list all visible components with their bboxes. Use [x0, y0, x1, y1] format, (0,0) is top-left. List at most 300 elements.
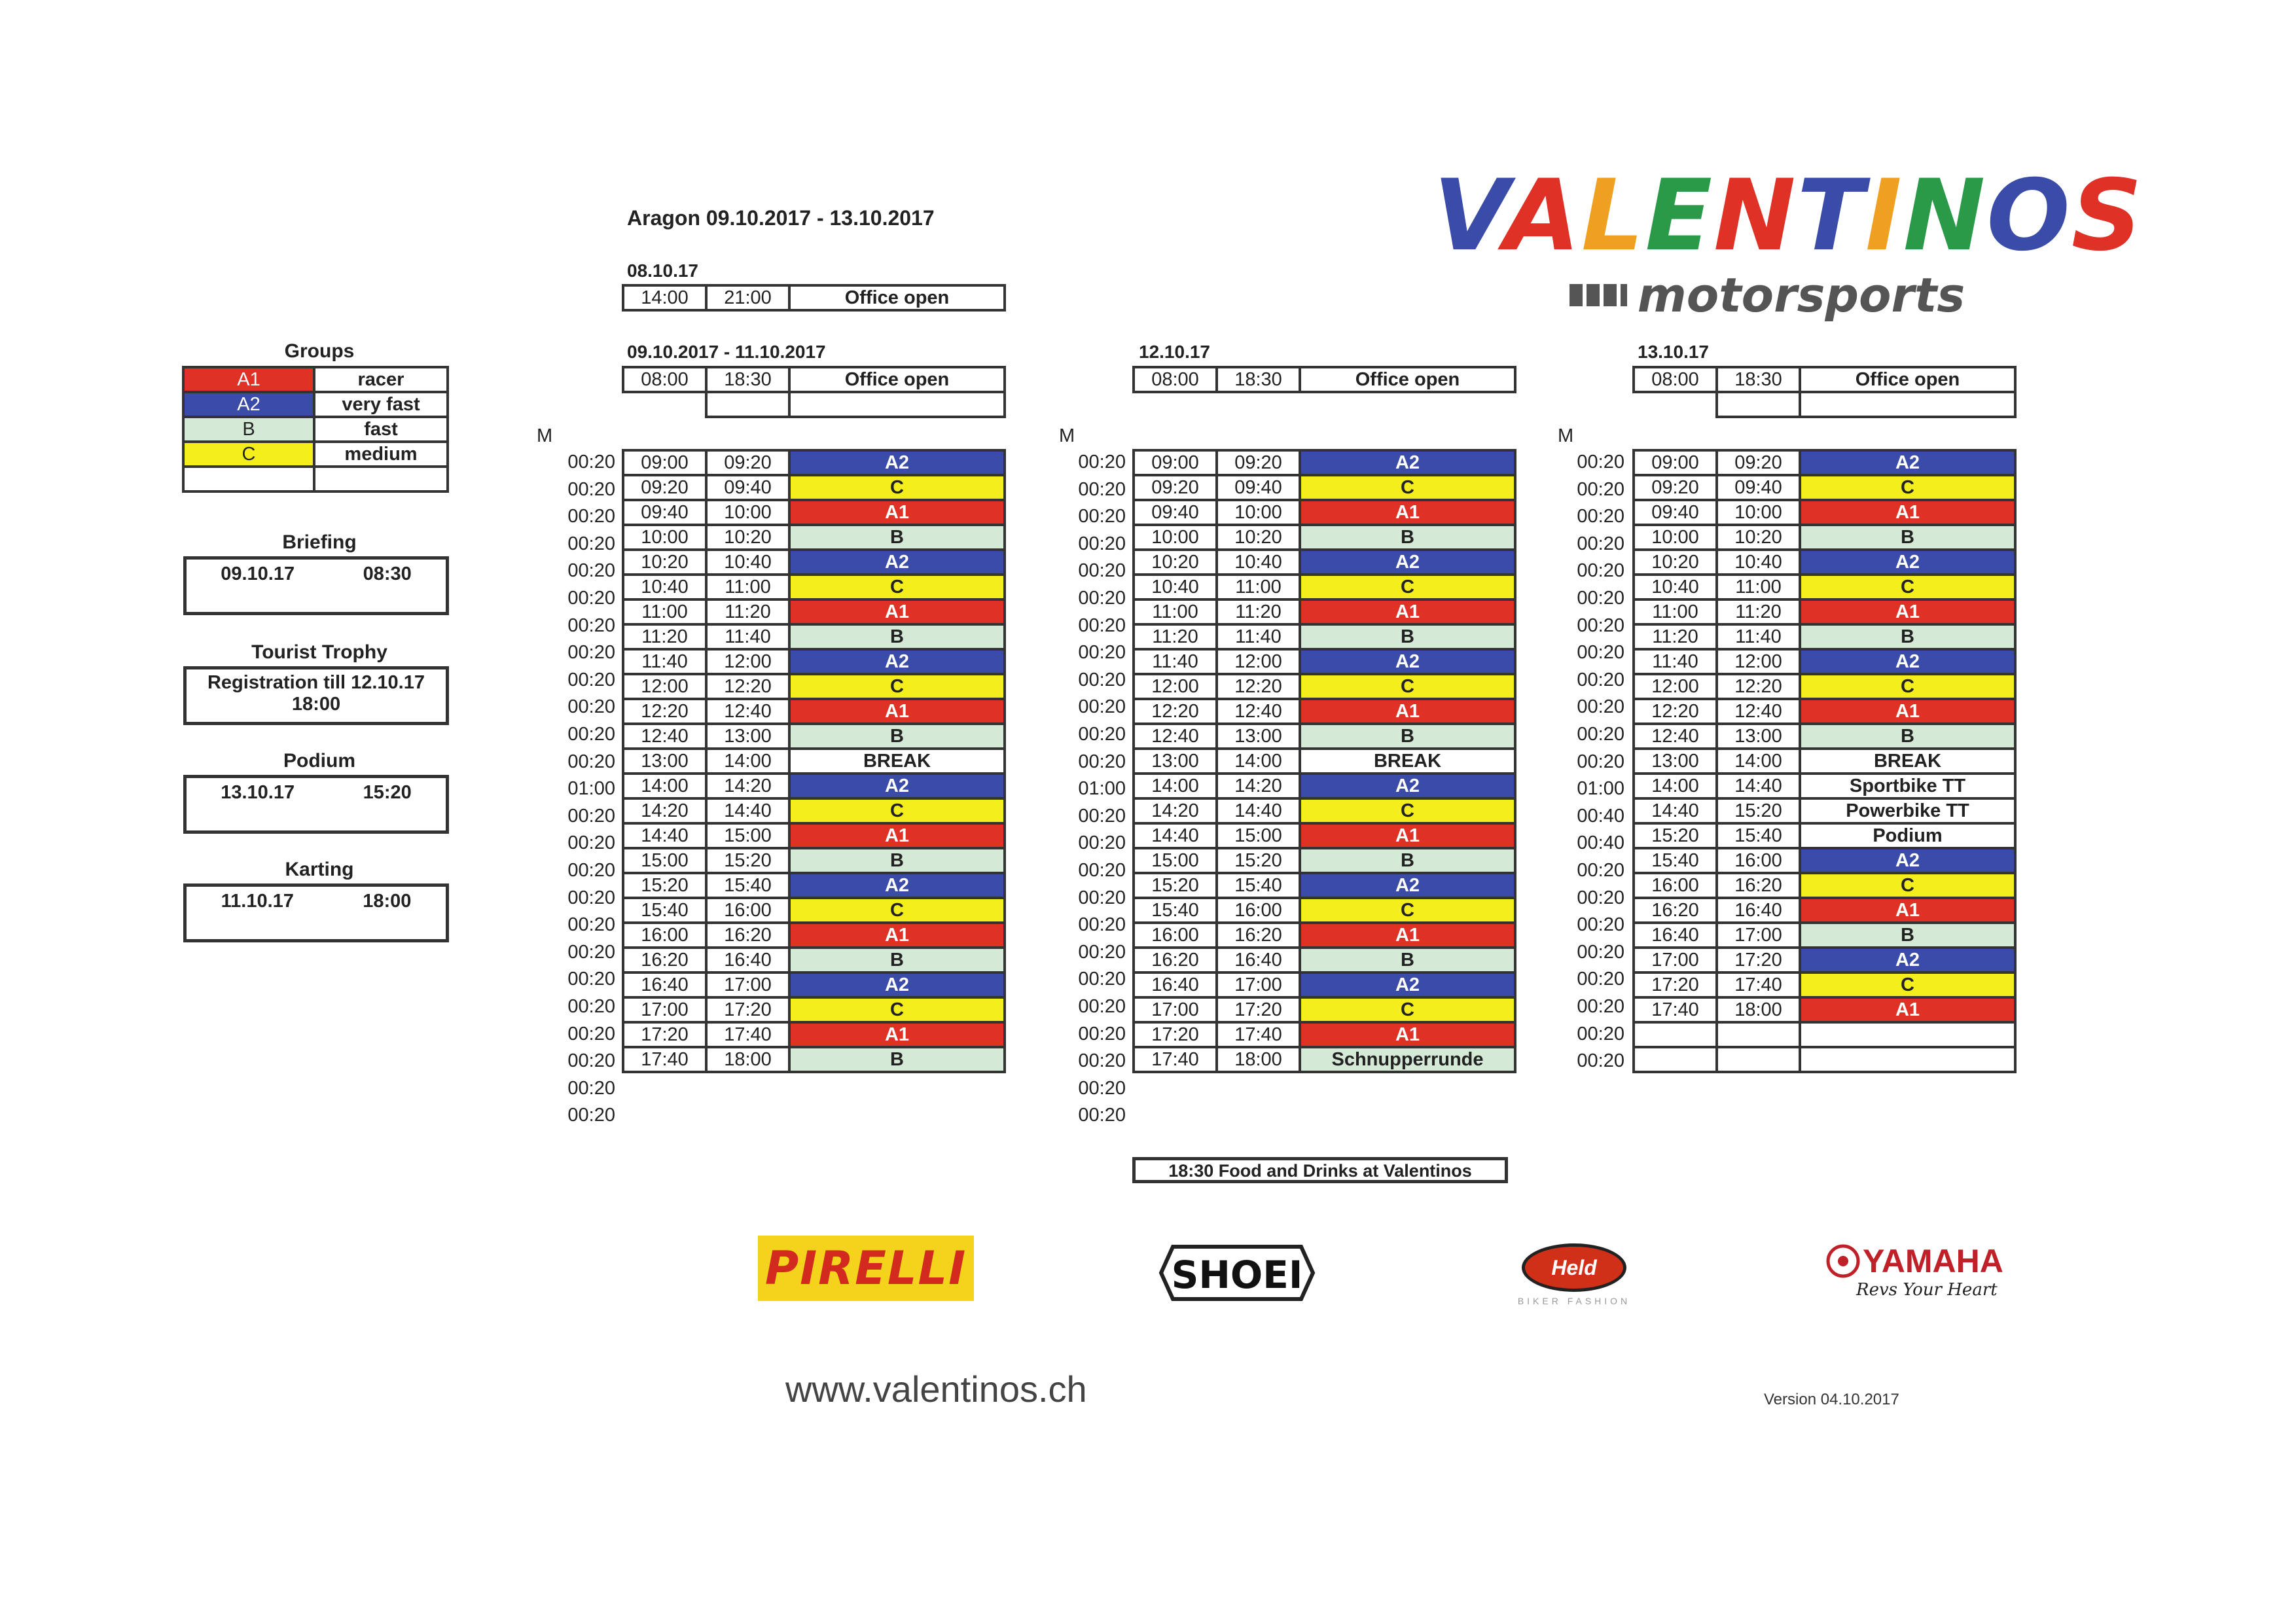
slot-group: A1	[1300, 500, 1515, 525]
slot-duration: 00:20	[1078, 615, 1126, 636]
briefing-date: 09.10.17	[221, 563, 295, 584]
slot-start: 13:00	[623, 749, 706, 774]
slot-start: 11:20	[623, 624, 706, 649]
slot-group: A1	[1300, 1022, 1515, 1047]
slot-start: 17:00	[1634, 948, 1717, 972]
slot-duration: 00:20	[1078, 669, 1126, 690]
slot-duration: 00:20	[1078, 751, 1126, 772]
slot-group: A1	[1300, 699, 1515, 724]
schedule-row	[623, 798, 1005, 823]
slot-end: 14:20	[706, 774, 789, 798]
slot-duration: 00:20	[567, 669, 615, 690]
slot-start: 15:40	[1634, 848, 1717, 873]
slot-end: 11:20	[1717, 599, 1800, 624]
schedule-row	[1134, 749, 1515, 774]
slot-start: 09:20	[1634, 475, 1717, 500]
slot-start: 11:00	[623, 599, 706, 624]
slot-end: 10:20	[1717, 525, 1800, 550]
slot-group: C	[1800, 873, 2015, 898]
schedule-row	[1634, 475, 2015, 500]
slot-start: 09:40	[1134, 500, 1217, 525]
group-desc: medium	[314, 442, 448, 467]
slot-group: Podium	[1800, 823, 2015, 848]
briefing-time: 08:30	[363, 563, 412, 584]
schedule-row	[623, 848, 1005, 873]
schedule-row	[1134, 774, 1515, 798]
schedule-row	[1134, 500, 1515, 525]
slot-start: 16:20	[1634, 898, 1717, 923]
schedule-row	[1634, 774, 2015, 798]
schedule-row	[623, 674, 1005, 699]
schedule-row	[623, 724, 1005, 749]
schedule-table	[1632, 449, 2017, 1073]
version-label: Version 04.10.2017	[1764, 1391, 1899, 1408]
slot-duration: 00:20	[567, 969, 615, 990]
schedule-row	[1634, 674, 2015, 699]
group-desc: racer	[314, 367, 448, 392]
slot-start: 11:40	[1634, 649, 1717, 674]
slot-duration: 00:20	[567, 996, 615, 1017]
slot-start: 17:40	[623, 1047, 706, 1072]
slot-start: 16:00	[623, 923, 706, 948]
slot-end: 10:20	[706, 525, 789, 550]
podium-date: 13.10.17	[221, 782, 295, 803]
slot-start: 16:40	[1134, 972, 1217, 997]
slot-end: 11:00	[706, 575, 789, 599]
slot-group: A1	[1800, 699, 2015, 724]
schedule-row	[1634, 873, 2015, 898]
slot-start: 10:40	[1134, 575, 1217, 599]
office-0810-end: 21:00	[706, 285, 789, 310]
slot-start: 14:00	[1134, 774, 1217, 798]
schedule-row	[623, 475, 1005, 500]
schedule-row	[623, 997, 1005, 1022]
food-note: 18:30 Food and Drinks at Valentinos	[1132, 1157, 1508, 1183]
slot-end: 12:00	[706, 649, 789, 674]
slot-group: C	[789, 997, 1005, 1022]
slot-duration: 00:20	[567, 478, 615, 500]
slot-group: B	[789, 948, 1005, 972]
slot-duration: 00:20	[1577, 615, 1624, 636]
slot-start: 13:00	[1634, 749, 1717, 774]
schedule-table	[1132, 449, 1516, 1073]
slot-start: 15:40	[1134, 898, 1217, 923]
slot-start: 17:20	[1634, 972, 1717, 997]
slot-start: 11:20	[1634, 624, 1717, 649]
slot-end: 10:00	[1217, 500, 1300, 525]
slot-duration: 00:20	[1577, 696, 1624, 718]
slot-duration: 00:20	[1078, 832, 1126, 854]
slot-group: A1	[789, 599, 1005, 624]
slot-duration: 00:20	[1577, 751, 1624, 772]
m-label-2: M	[1059, 425, 1075, 446]
slot-start: 12:00	[623, 674, 706, 699]
yamaha-wordmark: YAMAHA	[1863, 1243, 2003, 1279]
schedule-row	[623, 873, 1005, 898]
slot-duration: 00:20	[1078, 1105, 1126, 1126]
office-0810-label: Office open	[789, 285, 1005, 310]
slot-duration: 01:00	[567, 778, 615, 800]
slot-duration: 00:40	[1577, 805, 1624, 827]
slot-group: A2	[1800, 848, 2015, 873]
office-12-label: Office open	[1300, 367, 1515, 392]
slot-duration: 00:20	[1577, 506, 1624, 527]
schedule-row	[623, 649, 1005, 674]
valentinos-logo	[1433, 159, 2144, 323]
slot-start: 11:00	[1634, 599, 1717, 624]
office-13-label: Office open	[1800, 367, 2015, 392]
slot-end: 17:40	[1217, 1022, 1300, 1047]
slot-start	[1634, 1022, 1717, 1047]
office-0810-start: 14:00	[623, 285, 706, 310]
slot-group: A1	[789, 823, 1005, 848]
slot-group: C	[1800, 972, 2015, 997]
slot-group: B	[1300, 624, 1515, 649]
schedule-row	[1134, 624, 1515, 649]
group-row	[183, 417, 448, 442]
slot-start: 11:20	[1134, 624, 1217, 649]
slot-start: 12:20	[1134, 699, 1217, 724]
schedule-row	[623, 972, 1005, 997]
logo-stripes-icon	[1570, 284, 1627, 306]
slot-start: 17:40	[1634, 997, 1717, 1022]
slot-duration: 00:20	[1577, 452, 1624, 473]
group-code	[183, 467, 314, 491]
group-code: B	[183, 417, 314, 442]
slot-end: 14:20	[1217, 774, 1300, 798]
slot-duration: 00:20	[1577, 969, 1624, 990]
slot-group: C	[1800, 475, 2015, 500]
slot-duration: 00:20	[567, 887, 615, 908]
slot-group: B	[789, 1047, 1005, 1072]
schedule-row	[1134, 525, 1515, 550]
slot-start: 09:40	[1634, 500, 1717, 525]
slot-end: 14:40	[706, 798, 789, 823]
schedule-row	[1634, 923, 2015, 948]
slot-group: A1	[1800, 500, 2015, 525]
slot-start: 13:00	[1134, 749, 1217, 774]
slot-group: C	[1800, 674, 2015, 699]
schedule-row	[1134, 649, 1515, 674]
slot-end: 11:20	[1217, 599, 1300, 624]
group-desc: fast	[314, 417, 448, 442]
slot-group: C	[1300, 798, 1515, 823]
schedule-row	[623, 624, 1005, 649]
slot-end: 10:20	[1217, 525, 1300, 550]
slot-group: BREAK	[1800, 749, 2015, 774]
slot-duration: 00:20	[1577, 1050, 1624, 1072]
slot-start: 17:20	[623, 1022, 706, 1047]
office-12-date: 12.10.17	[1139, 342, 1210, 362]
slot-start: 09:20	[1134, 475, 1217, 500]
slot-duration: 00:20	[1078, 914, 1126, 936]
slot-duration: 00:20	[1078, 996, 1126, 1017]
slot-start: 12:00	[1634, 674, 1717, 699]
office-0911-end: 18:30	[706, 367, 789, 392]
schedule-row	[1134, 972, 1515, 997]
slot-start: 17:00	[1134, 997, 1217, 1022]
slot-duration: 00:20	[1078, 533, 1126, 554]
slot-end: 17:40	[706, 1022, 789, 1047]
office-13-table	[1632, 366, 2017, 418]
briefing-box	[183, 556, 449, 615]
slot-group: A2	[789, 873, 1005, 898]
slot-duration: 00:20	[567, 751, 615, 772]
slot-end: 14:40	[1217, 798, 1300, 823]
slot-end: 13:00	[1717, 724, 1800, 749]
slot-end: 16:40	[1717, 898, 1800, 923]
slot-group: B	[1300, 724, 1515, 749]
slot-end: 15:00	[1217, 823, 1300, 848]
slot-group: B	[1800, 923, 2015, 948]
group-code: A2	[183, 392, 314, 417]
slot-end: 18:00	[1217, 1047, 1300, 1072]
slot-end: 12:00	[1717, 649, 1800, 674]
group-row	[183, 442, 448, 467]
schedule-row	[1134, 699, 1515, 724]
slot-end: 16:40	[706, 948, 789, 972]
slot-start: 15:00	[623, 848, 706, 873]
slot-start: 17:20	[1134, 1022, 1217, 1047]
slot-start: 16:20	[1134, 948, 1217, 972]
schedule-row	[1634, 997, 2015, 1022]
schedule-row	[623, 1047, 1005, 1072]
schedule-row	[1634, 848, 2015, 873]
held-logo	[1505, 1243, 1643, 1306]
office-12-end: 18:30	[1217, 367, 1300, 392]
slot-end: 15:40	[1217, 873, 1300, 898]
schedule-row	[1134, 898, 1515, 923]
slot-duration: 00:20	[567, 832, 615, 854]
slot-duration: 00:20	[567, 696, 615, 718]
slot-group: C	[1300, 674, 1515, 699]
slot-start: 12:40	[1134, 724, 1217, 749]
slot-end: 17:00	[706, 972, 789, 997]
slot-end: 16:20	[706, 923, 789, 948]
slot-duration: 00:20	[1577, 478, 1624, 500]
briefing-title: Briefing	[282, 531, 357, 553]
shoei-wordmark: SHOEI	[1171, 1253, 1303, 1297]
event-title: Aragon 09.10.2017 - 13.10.2017	[627, 206, 935, 230]
slot-group: C	[1300, 575, 1515, 599]
schedule-row	[1634, 699, 2015, 724]
slot-group: A2	[1800, 450, 2015, 475]
slot-end: 11:40	[1717, 624, 1800, 649]
groups-table	[182, 366, 449, 493]
slot-group: A1	[1300, 923, 1515, 948]
tourist-trophy-line1: Registration till 12.10.17	[207, 672, 425, 693]
slot-duration: 00:20	[1078, 1023, 1126, 1044]
slot-duration: 00:20	[1577, 941, 1624, 963]
slot-group: A2	[1300, 550, 1515, 575]
slot-start: 09:40	[623, 500, 706, 525]
slot-duration: 00:20	[567, 724, 615, 745]
slot-duration: 00:20	[1078, 860, 1126, 881]
slot-end: 17:40	[1717, 972, 1800, 997]
held-wordmark: Held	[1551, 1255, 1597, 1279]
slot-duration: 00:20	[1577, 1023, 1624, 1044]
schedule-row	[1634, 948, 2015, 972]
slot-end: 15:20	[1717, 798, 1800, 823]
slot-end: 09:40	[1217, 475, 1300, 500]
slot-duration: 00:20	[1577, 887, 1624, 908]
slot-start: 11:40	[623, 649, 706, 674]
slot-start: 17:00	[623, 997, 706, 1022]
schedule-row	[1634, 599, 2015, 624]
slot-group: A1	[789, 1022, 1005, 1047]
logo-subtitle: motorsports	[1637, 268, 1965, 323]
schedule-row	[1134, 873, 1515, 898]
slot-end	[1717, 1022, 1800, 1047]
schedule-row	[1634, 525, 2015, 550]
slot-start: 10:20	[623, 550, 706, 575]
schedule-row	[623, 749, 1005, 774]
slot-start: 10:40	[1634, 575, 1717, 599]
slot-end: 09:40	[1717, 475, 1800, 500]
slot-group	[1800, 1047, 2015, 1072]
slot-group: A2	[1300, 649, 1515, 674]
slot-end: 11:40	[1217, 624, 1300, 649]
slot-group: Sportbike TT	[1800, 774, 2015, 798]
schedule-row	[1634, 749, 2015, 774]
office-12-table	[1132, 366, 1516, 393]
slot-group: A2	[789, 450, 1005, 475]
slot-group: B	[1800, 624, 2015, 649]
slot-end: 15:00	[706, 823, 789, 848]
slot-end: 16:20	[1217, 923, 1300, 948]
group-row	[183, 467, 448, 491]
slot-group: C	[789, 798, 1005, 823]
schedule-row	[1134, 997, 1515, 1022]
slot-end: 09:20	[1217, 450, 1300, 475]
slot-group: A2	[1800, 948, 2015, 972]
slot-start: 10:20	[1634, 550, 1717, 575]
slot-group: B	[1300, 948, 1515, 972]
slot-end: 14:40	[1717, 774, 1800, 798]
slot-duration: 00:20	[1577, 642, 1624, 664]
slot-group: C	[1300, 997, 1515, 1022]
slot-group: A1	[1800, 599, 2015, 624]
slot-start: 09:20	[623, 475, 706, 500]
karting-title: Karting	[285, 859, 354, 880]
slot-start: 10:00	[1634, 525, 1717, 550]
schedule-row	[1634, 450, 2015, 475]
schedule-row	[1134, 724, 1515, 749]
held-oval-icon	[1522, 1243, 1626, 1292]
slot-end: 12:20	[1717, 674, 1800, 699]
slot-end: 13:00	[706, 724, 789, 749]
slot-end: 16:40	[1217, 948, 1300, 972]
slot-group: A2	[789, 774, 1005, 798]
schedule-row	[1134, 1047, 1515, 1072]
slot-group: C	[1800, 575, 2015, 599]
slot-duration: 00:20	[567, 452, 615, 473]
slot-duration: 00:20	[567, 560, 615, 582]
pirelli-logo	[758, 1236, 974, 1301]
slot-group: B	[789, 724, 1005, 749]
held-subtitle: BIKER FASHION	[1517, 1296, 1631, 1306]
slot-duration: 00:20	[1078, 588, 1126, 609]
slot-end: 16:00	[1217, 898, 1300, 923]
slot-end: 17:00	[1717, 923, 1800, 948]
slot-duration: 00:20	[1078, 887, 1126, 908]
slot-duration: 00:20	[1078, 1050, 1126, 1072]
slot-group: A2	[1300, 972, 1515, 997]
slot-end: 17:00	[1217, 972, 1300, 997]
slot-group: BREAK	[789, 749, 1005, 774]
slot-group: C	[1300, 475, 1515, 500]
slot-duration: 00:20	[1577, 560, 1624, 582]
schedule-row	[1634, 724, 2015, 749]
slot-start: 14:00	[623, 774, 706, 798]
slot-start: 15:20	[623, 873, 706, 898]
office-0911-start: 08:00	[623, 367, 706, 392]
slot-end: 10:00	[1717, 500, 1800, 525]
schedule-row	[1134, 1022, 1515, 1047]
schedule-row	[1634, 624, 2015, 649]
slot-duration: 00:20	[1078, 452, 1126, 473]
slot-group: A2	[1300, 873, 1515, 898]
slot-end: 09:20	[706, 450, 789, 475]
slot-group: A1	[789, 923, 1005, 948]
schedule-row	[1134, 674, 1515, 699]
slot-end: 17:20	[706, 997, 789, 1022]
slot-start: 14:40	[623, 823, 706, 848]
slot-end: 11:40	[706, 624, 789, 649]
slot-group: Schnupperrunde	[1300, 1047, 1515, 1072]
slot-end	[1717, 1047, 1800, 1072]
schedule-row	[623, 1022, 1005, 1047]
slot-start: 14:20	[1134, 798, 1217, 823]
slot-duration: 00:20	[567, 1077, 615, 1099]
schedule-row	[1134, 475, 1515, 500]
slot-end: 17:20	[1717, 948, 1800, 972]
office-13-start: 08:00	[1634, 367, 1717, 392]
tourist-trophy-title: Tourist Trophy	[251, 641, 387, 663]
slot-duration: 00:20	[1577, 996, 1624, 1017]
slot-end: 09:40	[706, 475, 789, 500]
slot-start: 15:20	[1634, 823, 1717, 848]
slot-duration: 00:20	[1078, 724, 1126, 745]
schedule-row	[1634, 550, 2015, 575]
slot-start: 15:00	[1134, 848, 1217, 873]
schedule-row	[623, 575, 1005, 599]
office-12-start: 08:00	[1134, 367, 1217, 392]
slot-group: C	[1300, 898, 1515, 923]
slot-end: 10:40	[706, 550, 789, 575]
slot-duration: 00:20	[1078, 560, 1126, 582]
slot-start: 16:40	[1634, 923, 1717, 948]
slot-start: 12:00	[1134, 674, 1217, 699]
tourist-trophy-line2: 18:00	[291, 694, 341, 715]
slot-end: 12:40	[1217, 699, 1300, 724]
slot-duration: 00:20	[1577, 914, 1624, 936]
slot-group: B	[1300, 848, 1515, 873]
slot-start: 16:40	[623, 972, 706, 997]
yamaha-logo	[1826, 1242, 2009, 1300]
group-desc: very fast	[314, 392, 448, 417]
slot-duration: 00:20	[1577, 724, 1624, 745]
website-link[interactable]: www.valentinos.ch	[785, 1368, 1087, 1410]
slot-end: 16:20	[1717, 873, 1800, 898]
podium-box	[183, 775, 449, 834]
slot-group: A1	[789, 699, 1005, 724]
slot-duration: 00:20	[567, 860, 615, 881]
slot-duration: 00:40	[1577, 832, 1624, 854]
slot-start: 16:00	[1634, 873, 1717, 898]
slot-end: 15:20	[706, 848, 789, 873]
office-0810-table	[622, 284, 1006, 312]
